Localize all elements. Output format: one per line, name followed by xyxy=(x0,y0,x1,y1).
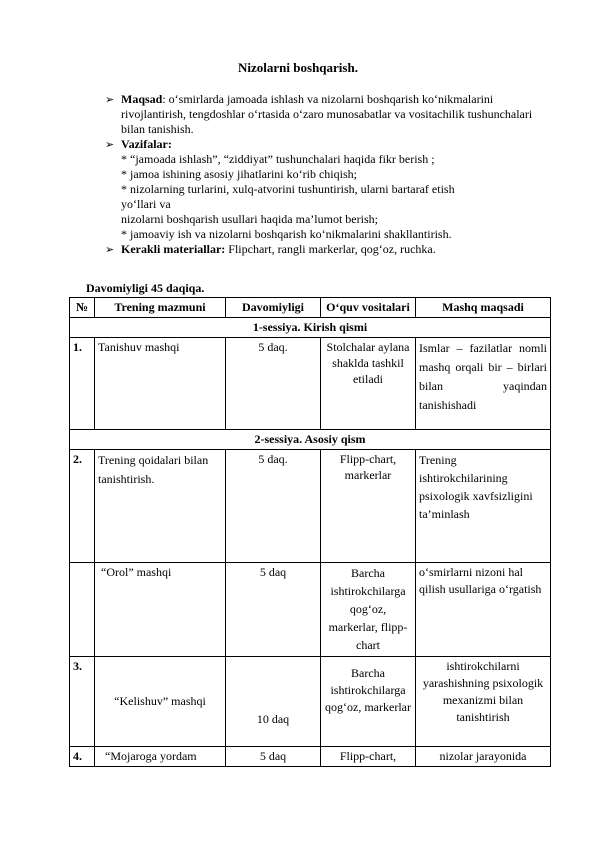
task-line: * jamoa ishining asosiy jihatlarini ko‘rib chiqish; xyxy=(121,167,357,181)
row-tools: Flipp-chart, markerlar xyxy=(321,450,416,563)
table-row xyxy=(70,657,551,747)
tasks-lines xyxy=(105,152,550,242)
duration-heading: Davomiyligi 45 daqiqa. xyxy=(86,281,205,295)
header-cell: Davomiyligi xyxy=(226,298,321,318)
task-line: * “jamoada ishlash”, “ziddiyat” tushunchalari haqida fikr berish ; xyxy=(121,152,435,166)
row-number xyxy=(70,563,95,657)
row-content: “Mojaroga yordam xyxy=(95,747,226,767)
row-content: “Kelishuv” mashqi xyxy=(95,657,226,747)
row-duration: 5 daq xyxy=(226,563,321,657)
row-tools: Stolchalar aylana shaklda tashkil etiladi xyxy=(321,338,416,430)
row-tools: Barcha ishtirokchilarga qog‘oz, markerlar xyxy=(321,657,416,747)
header-cell: Trening mazmuni xyxy=(95,298,226,318)
row-duration: 5 daq xyxy=(226,747,321,767)
goal-label: Maqsad xyxy=(121,92,163,106)
arrow-bullet-icon: ➢ xyxy=(105,93,115,106)
row-content: “Orol” mashqi xyxy=(95,563,226,657)
session-title: 1-sessiya. Kirish qismi xyxy=(70,318,551,338)
goal-item xyxy=(105,92,550,137)
header-cell: O‘quv vositalari xyxy=(321,298,416,318)
tasks-label: Vazifalar: xyxy=(121,137,172,151)
session-row xyxy=(70,318,551,338)
objectives-list xyxy=(105,92,550,257)
row-duration: 5 daq. xyxy=(226,450,321,563)
session-title: 2-sessiya. Asosiy qism xyxy=(70,430,551,450)
task-line: nizolarni boshqarish usullari haqida ma’lumot berish; xyxy=(121,212,378,226)
row-number: 4. xyxy=(70,747,95,767)
task-line: * nizolarning turlarini, xulq-atvorini tushuntirish, ularni bartaraf etish xyxy=(121,182,455,196)
goal-text: : o‘smirlarda jamoada ishlash va nizolarni boshqarish ko‘nikmalarini rivojlantirish, tengdoshlar o‘rtasida o‘zaro munosabatlar va vositachilik tushunchalari bilan tanishish. xyxy=(121,92,533,136)
row-goal: ishtirokchilarni yarashishning psixologik mexanizmi bilan tanishtirish xyxy=(416,657,551,747)
table-header-row xyxy=(70,298,551,318)
row-tools: Flipp-chart, xyxy=(321,747,416,767)
row-number: 3. xyxy=(70,657,95,747)
row-content: Tanishuv mashqi xyxy=(95,338,226,430)
header-cell: № xyxy=(70,298,95,318)
row-number: 1. xyxy=(70,338,95,430)
row-number: 2. xyxy=(70,450,95,563)
header-cell: Mashq maqsadi xyxy=(416,298,551,318)
materials-label: Kerakli materiallar: xyxy=(121,242,226,256)
document-title: Nizolarni boshqarish. xyxy=(238,60,358,75)
row-goal: o‘smirlarni nizoni hal qilish usullariga o‘rgatish xyxy=(416,563,551,657)
tasks-item xyxy=(105,137,550,152)
training-plan-table xyxy=(69,297,551,767)
materials-item xyxy=(105,242,550,257)
row-goal: Trening ishtirokchilarining psixologik xavfsizligini ta’minlash xyxy=(416,450,551,563)
table-row xyxy=(70,563,551,657)
row-content: Trening qoidalari bilan tanishtirish. xyxy=(95,450,226,563)
row-duration: 10 daq xyxy=(226,657,321,747)
row-goal: nizolar jarayonida xyxy=(416,747,551,767)
table-row xyxy=(70,338,551,430)
materials-text: Flipchart, rangli markerlar, qog‘oz, ruchka. xyxy=(225,242,436,256)
session-row xyxy=(70,430,551,450)
table-row xyxy=(70,747,551,767)
row-goal: Ismlar – fazilatlar nomli mashq orqali bir – birlari bilan yaqindan tanishishadi xyxy=(416,338,551,430)
table-row xyxy=(70,450,551,563)
task-line: yo‘llari va xyxy=(121,197,171,211)
row-tools: Barcha ishtirokchilarga qog‘oz, markerlar, flipp-chart xyxy=(321,563,416,657)
task-line: * jamoaviy ish va nizolarni boshqarish ko‘nikmalarini shakllantirish. xyxy=(121,227,452,241)
row-duration: 5 daq. xyxy=(226,338,321,430)
arrow-bullet-icon: ➢ xyxy=(105,243,115,256)
arrow-bullet-icon: ➢ xyxy=(105,138,115,151)
